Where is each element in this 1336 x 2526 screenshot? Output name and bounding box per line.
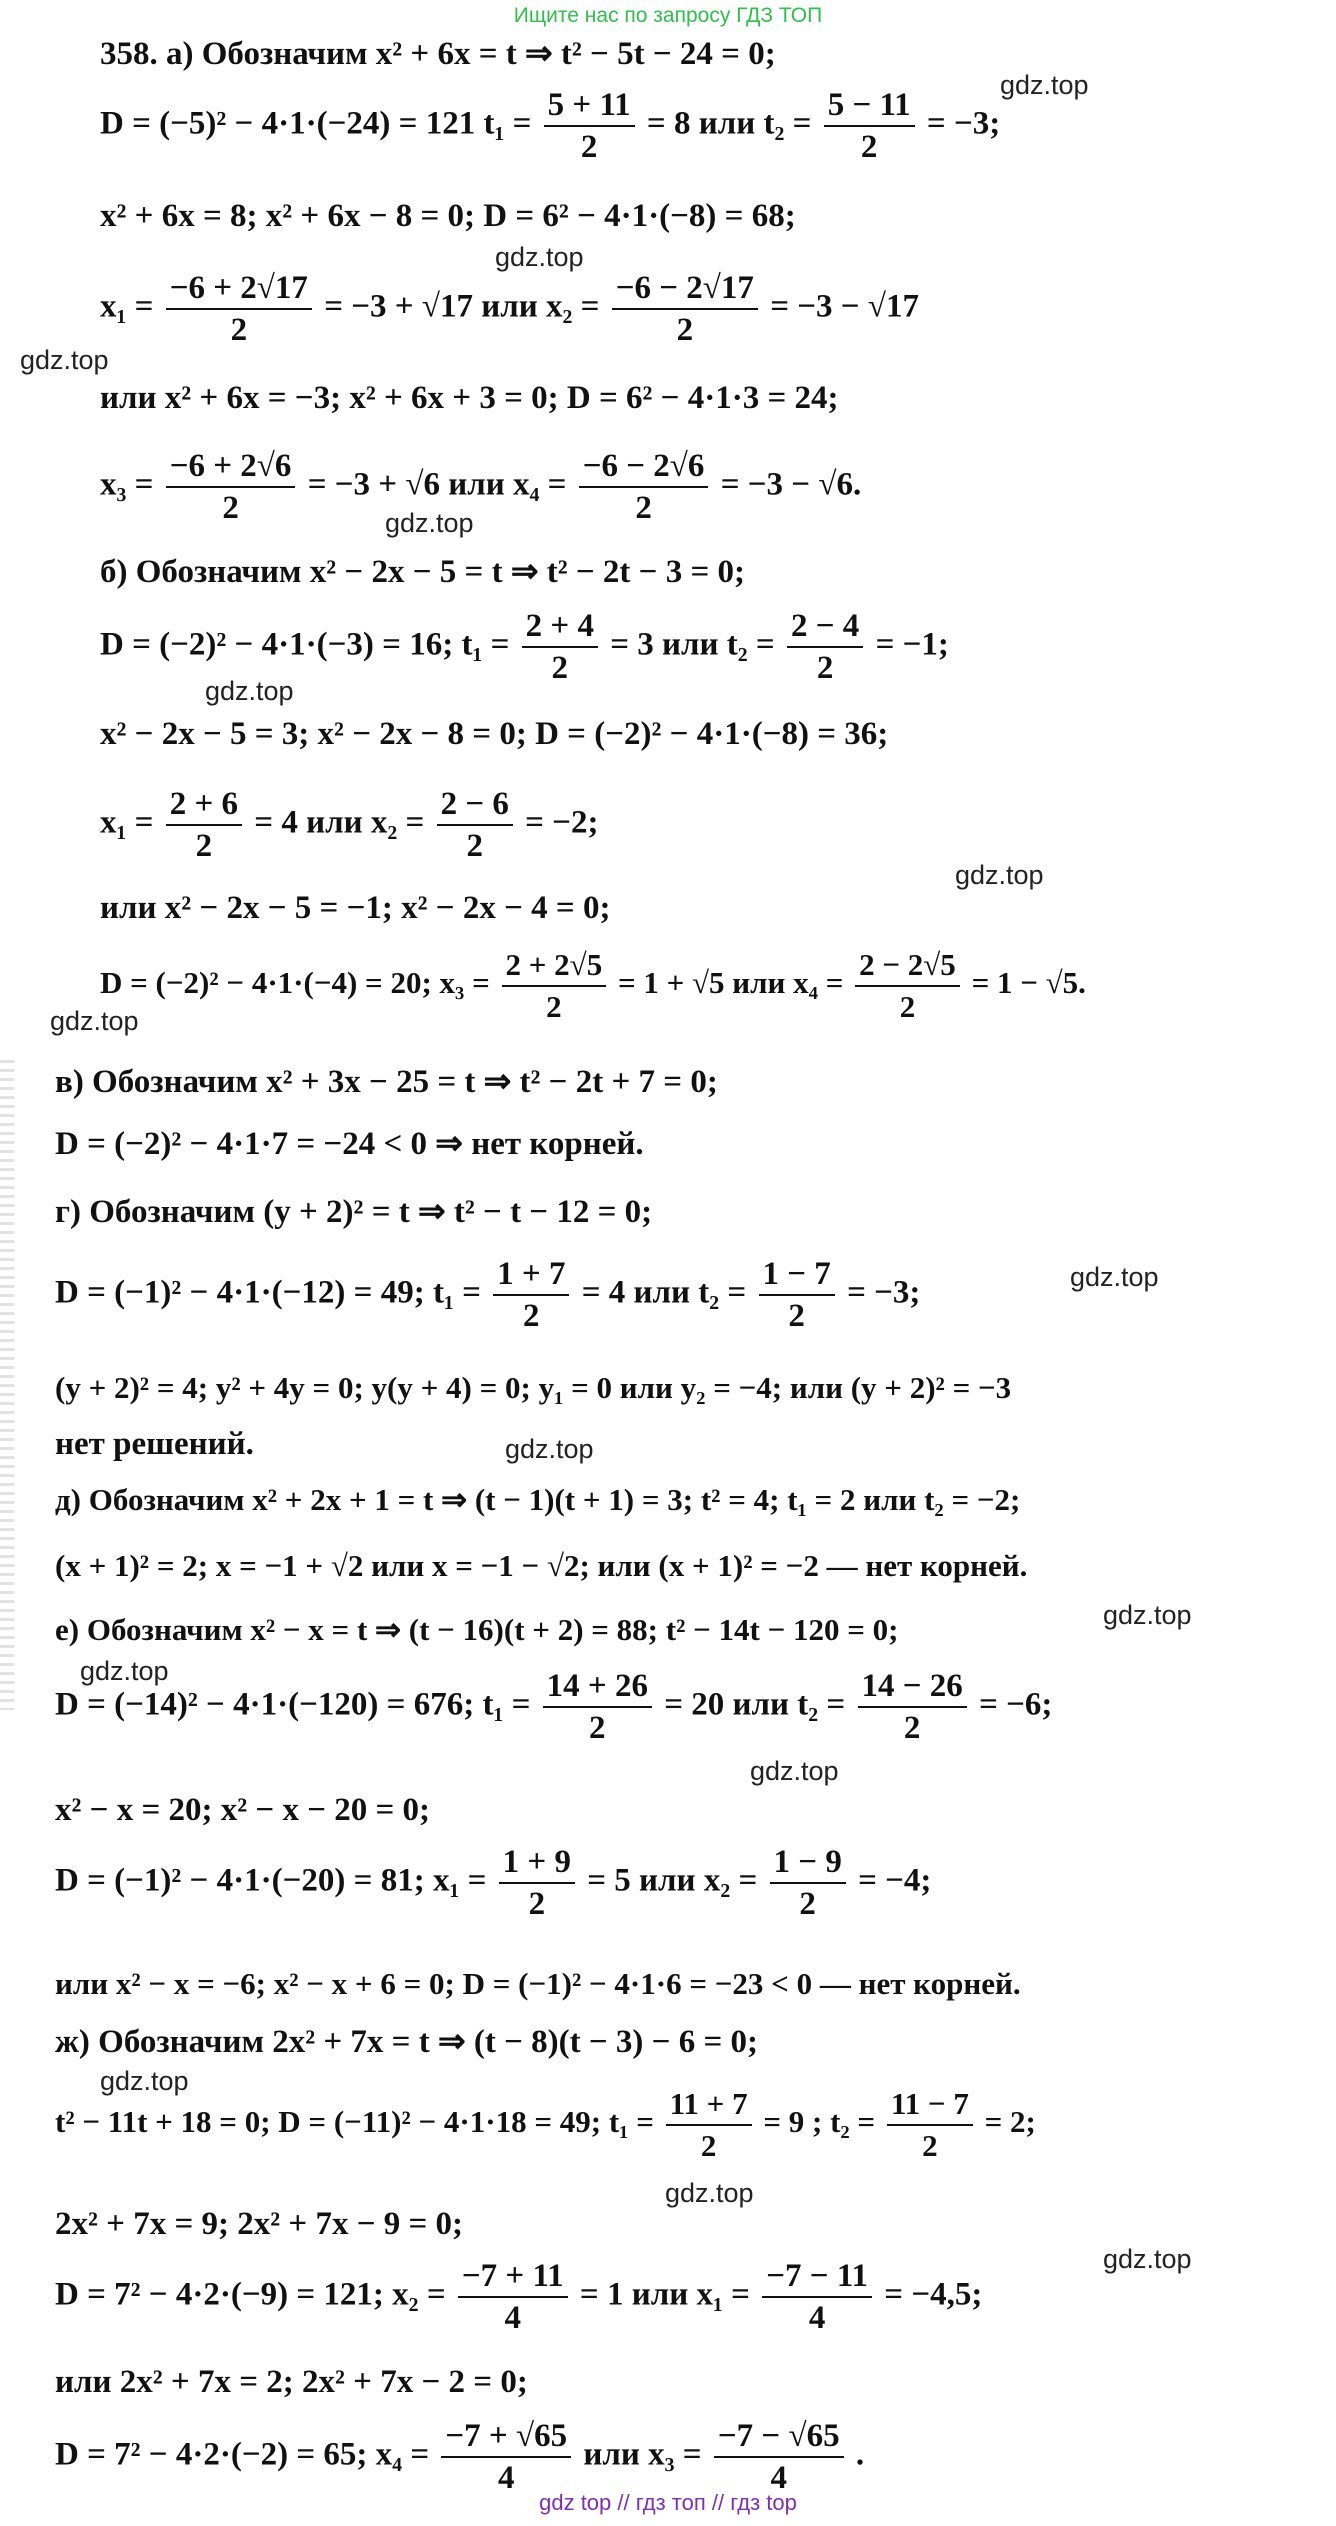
part-zh-line-1: ж) Обозначим 2x² + 7x = t ⇒ (t − 8)(t − 3) − 6 = 0;: [55, 2024, 758, 2060]
part-zh-line-2: t² − 11t + 18 = 0; D = (−11)² − 4·1·18 = 49; t₁ = $\frac{11 + 7}{2}$ = 9 ; t₂ = $\frac{11 - 7}{2}$ = 2;: [55, 2084, 1036, 2166]
watermark: gdz.top: [50, 1006, 139, 1036]
fraction: $\frac{1 - 7}{2}$: [759, 1254, 835, 1336]
fraction: $\frac{2 - 6}{2}$: [437, 784, 513, 866]
part-b-line-6: D = (−2)² − 4·1·(−4) = 20; x₃ = $\frac{2 + 2√5}{2}$ = 1 + √5 или x₄ = $\frac{2 - 2√5}{2}$ = 1 − √5.: [100, 945, 1086, 1027]
watermark: gdz.top: [1070, 1262, 1159, 1292]
problem-number: 358.: [100, 36, 158, 72]
fraction: $\frac{11 + 7}{2}$: [666, 2084, 752, 2166]
top-ad-banner[interactable]: Ищите нас по запросу ГДЗ ТОП: [513, 4, 823, 27]
fraction: $\frac{2 - 4}{2}$: [787, 606, 863, 688]
part-a-line-2: D = (−5)² − 4·1·(−24) = 121 t₁ = $\frac{5 + 11}{2}$ = 8 или t₂ = $\frac{5 - 11}{2}$ = −3;: [100, 87, 1001, 165]
watermark: gdz.top: [505, 1434, 594, 1464]
fraction: $\frac{-6 + 2√17}{2}$: [166, 268, 312, 350]
part-b-line-3: x² − 2x − 5 = 3; x² − 2x − 8 = 0; D = (−2)² − 4·1·(−8) = 36;: [100, 716, 889, 752]
part-a-line-5: или x² + 6x = −3; x² + 6x + 3 = 0; D = 6² − 4·1·3 = 24;: [100, 380, 839, 416]
fraction: $\frac{-6 - 2√17}{2}$: [612, 268, 758, 350]
part-d-line-1: д) Обозначим x² + 2x + 1 = t ⇒ (t − 1)(t + 1) = 3; t² = 4; t₁ = 2 или t₂ = −2;: [55, 1482, 1021, 1517]
scan-edge-artifact: [0, 1060, 14, 1710]
part-b-line-1: б) Обозначим x² − 2x − 5 = t ⇒ t² − 2t − 3 = 0;: [100, 554, 745, 590]
fraction: $\frac{-6 + 2√6}{2}$: [166, 446, 296, 528]
watermark: gdz.top: [385, 508, 474, 538]
part-zh-line-3: 2x² + 7x = 9; 2x² + 7x − 9 = 0;: [55, 2206, 464, 2242]
part-e-line-4: D = (−1)² − 4·1·(−20) = 81; x₁ = $\frac{1 + 9}{2}$ = 5 или x₂ = $\frac{1 - 9}{2}$ = −4;: [55, 1844, 932, 1922]
fraction: $\frac{11 - 7}{2}$: [887, 2084, 973, 2166]
part-e-line-5: или x² − x = −6; x² − x + 6 = 0; D = (−1)² − 4·1·6 = −23 < 0 — нет корней.: [55, 1966, 1021, 2001]
watermark: gdz.top: [750, 1756, 839, 1786]
part-b-line-5: или x² − 2x − 5 = −1; x² − 2x − 4 = 0;: [100, 890, 611, 926]
part-a-statement: а) Обозначим x² + 6x = t ⇒ t² − 5t − 24 = 0;: [166, 36, 776, 72]
watermark: gdz.top: [100, 2066, 189, 2096]
fraction: $\frac{-6 - 2√6}{2}$: [579, 446, 709, 528]
watermark: gdz.top: [1000, 70, 1089, 100]
watermark: gdz.top: [205, 676, 294, 706]
fraction: $\frac{1 + 7}{2}$: [493, 1254, 569, 1336]
watermark: gdz.top: [1103, 1600, 1192, 1630]
watermark: gdz.top: [1103, 2244, 1192, 2274]
part-g-line-3: (y + 2)² = 4; y² + 4y = 0; y(y + 4) = 0; y₁ = 0 или y₂ = −4; или (y + 2)² = −3: [55, 1370, 1012, 1405]
part-v-line-1: в) Обозначим x² + 3x − 25 = t ⇒ t² − 2t + 7 = 0;: [55, 1064, 718, 1100]
fraction: $\frac{-7 - 11}{4}$: [762, 2256, 872, 2338]
watermark: gdz.top: [495, 242, 584, 272]
fraction: $\frac{14 - 26}{2}$: [858, 1666, 967, 1748]
fraction: $\frac{-7 - √65}{4}$: [714, 2416, 844, 2498]
part-g-line-4: нет решений.: [55, 1426, 254, 1462]
fraction: $\frac{1 - 9}{2}$: [770, 1842, 846, 1924]
fraction: $\frac{5 + 11}{2}$: [544, 85, 635, 167]
part-g-line-2: D = (−1)² − 4·1·(−12) = 49; t₁ = $\frac{1 + 7}{2}$ = 4 или t₂ = $\frac{1 - 7}{2}$ = −3;: [55, 1256, 921, 1334]
fraction: $\frac{1 + 9}{2}$: [499, 1842, 575, 1924]
fraction: $\frac{2 + 4}{2}$: [522, 606, 598, 688]
fraction: $\frac{2 + 2√5}{2}$: [502, 945, 607, 1027]
fraction: $\frac{2 + 6}{2}$: [166, 784, 242, 866]
part-a-line-6: x₃ = $\frac{-6 + 2√6}{2}$ = −3 + √6 или x₄ = $\frac{-6 - 2√6}{2}$ = −3 − √6.: [100, 448, 862, 526]
part-e-line-2: D = (−14)² − 4·1·(−120) = 676; t₁ = $\frac{14 + 26}{2}$ = 20 или t₂ = $\frac{14 - 26}{2}$ = −6;: [55, 1668, 1053, 1746]
part-zh-line-6: D = 7² − 4·2·(−2) = 65; x₄ = $\frac{-7 + √65}{4}$ или x₃ = $\frac{-7 - √65}{4}$ .: [55, 2418, 865, 2496]
watermark: gdz.top: [20, 345, 109, 375]
part-zh-line-5: или 2x² + 7x = 2; 2x² + 7x − 2 = 0;: [55, 2364, 528, 2400]
part-e-line-3: x² − x = 20; x² − x − 20 = 0;: [55, 1792, 431, 1828]
fraction: $\frac{5 - 11}{2}$: [824, 85, 915, 167]
fraction: $\frac{2 - 2√5}{2}$: [855, 945, 960, 1027]
bottom-ad-banner[interactable]: gdz top // гдз топ // гдз top: [539, 2490, 797, 2515]
part-zh-line-4: D = 7² − 4·2·(−9) = 121; x₂ = $\frac{-7 + 11}{4}$ = 1 или x₁ = $\frac{-7 - 11}{4}$ = −4,5;: [55, 2258, 983, 2336]
fraction: $\frac{14 + 26}{2}$: [543, 1666, 652, 1748]
part-b-line-2: D = (−2)² − 4·1·(−3) = 16; t₁ = $\frac{2 + 4}{2}$ = 3 или t₂ = $\frac{2 - 4}{2}$ = −1;: [100, 608, 949, 686]
part-a-line-4: x₁ = $\frac{-6 + 2√17}{2}$ = −3 + √17 или x₂ = $\frac{-6 - 2√17}{2}$ = −3 − √17: [100, 270, 919, 348]
watermark: gdz.top: [955, 860, 1044, 890]
part-a-line-3: x² + 6x = 8; x² + 6x − 8 = 0; D = 6² − 4·1·(−8) = 68;: [100, 198, 796, 234]
part-e-line-1: е) Обозначим x² − x = t ⇒ (t − 16)(t + 2) = 88; t² − 14t − 120 = 0;: [55, 1612, 899, 1647]
part-v-line-2: D = (−2)² − 4·1·7 = −24 < 0 ⇒ нет корней.: [55, 1126, 644, 1162]
fraction: $\frac{-7 + √65}{4}$: [441, 2416, 571, 2498]
fraction: $\frac{-7 + 11}{4}$: [458, 2256, 568, 2338]
part-g-line-1: г) Обозначим (y + 2)² = t ⇒ t² − t − 12 = 0;: [55, 1194, 653, 1230]
watermark: gdz.top: [665, 2178, 754, 2208]
part-d-line-2: (x + 1)² = 2; x = −1 + √2 или x = −1 − √2; или (x + 1)² = −2 — нет корней.: [55, 1548, 1028, 1583]
part-a-line-1: [100, 34, 776, 74]
watermark: gdz.top: [80, 1656, 169, 1686]
part-b-line-4: x₁ = $\frac{2 + 6}{2}$ = 4 или x₂ = $\frac{2 - 6}{2}$ = −2;: [100, 786, 599, 864]
